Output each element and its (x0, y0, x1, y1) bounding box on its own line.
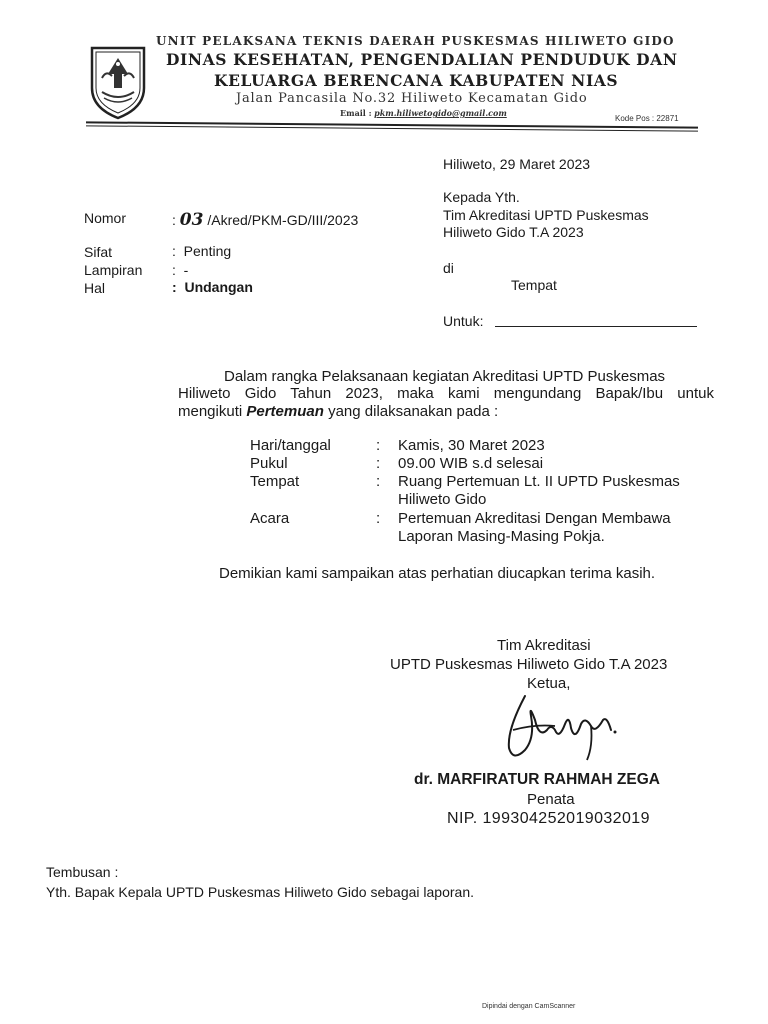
email-value: pkm.hiliwetogido@gmail.com (374, 108, 507, 118)
detail-colon: : (376, 510, 381, 527)
hal-value: : Undangan (172, 279, 253, 295)
nomor-handwritten: 03 (179, 210, 204, 230)
signatory-nip: NIP. 199304252019032019 (447, 810, 650, 827)
signature-org2: UPTD Puskesmas Hiliweto Gido T.A 2023 (390, 656, 668, 673)
sifat-label: Sifat (84, 244, 113, 260)
letterhead-agency: DINAS KESEHATAN, PENGENDALIAN PENDUDUK DAN (166, 50, 678, 69)
untuk-blank-line (495, 326, 697, 327)
postal-code: Kode Pos : 22871 (615, 114, 679, 123)
handwritten-signature-icon (495, 690, 625, 768)
recipient-di: di (443, 260, 454, 276)
scanner-watermark: Dipindai dengan CamScanner (482, 1003, 576, 1010)
nomor-suffix: /Akred/PKM-GD/III/2023 (207, 212, 359, 228)
detail-colon: : (376, 437, 381, 454)
detail-colon: : (376, 455, 381, 472)
detail-value: Pertemuan Akreditasi Dengan Membawa (398, 510, 671, 527)
detail-label: Acara (250, 510, 290, 527)
detail-value: 09.00 WIB s.d selesai (398, 455, 544, 472)
signatory-rank: Penata (527, 791, 575, 808)
regency-logo-icon (86, 44, 150, 120)
lampiran-text: - (183, 262, 189, 278)
letterhead-address: Jalan Pancasila No.32 Hiliweto Kecamatan Gido (236, 91, 588, 106)
signature-role: Ketua, (527, 675, 571, 692)
cc-title: Tembusan : (46, 864, 119, 880)
signatory-name: dr. MARFIRATUR RAHMAH ZEGA (414, 771, 660, 788)
body-line3-emphasis: Pertemuan (246, 403, 324, 420)
letter-date: Hiliweto, 29 Maret 2023 (443, 156, 591, 172)
detail-colon: : (376, 473, 381, 490)
recipient-salutation: Kepada Yth. (443, 189, 520, 205)
body-line3-a: mengikuti (178, 403, 247, 420)
letterhead-unit: UNIT PELAKSANA TEKNIS DAERAH PUSKESMAS HILIWETO GIDO (156, 34, 675, 48)
closing-sentence: Demikian kami sampaikan atas perhatian diucapkan terima kasih. (219, 565, 656, 582)
recipient-line2: Hiliweto Gido T.A 2023 (443, 224, 584, 240)
recipient-line1: Tim Akreditasi UPTD Puskesmas (443, 207, 649, 223)
hal-label: Hal (84, 280, 106, 296)
letterhead-email (340, 108, 507, 118)
hal-text: Undangan (184, 279, 253, 295)
sifat-text: Penting (183, 243, 232, 259)
recipient-tempat: Tempat (511, 277, 557, 293)
email-label: Email : (340, 108, 372, 118)
body-line3 (178, 403, 498, 420)
letterhead-agency-2: KELUARGA BERENCANA KABUPATEN NIAS (214, 71, 619, 90)
body-line2: Hiliweto Gido Tahun 2023, maka kami mengundang Bapak/Ibu untuk (178, 385, 714, 402)
sifat-value: : Penting (172, 243, 232, 259)
untuk-label: Untuk: (443, 313, 484, 329)
lampiran-value: : - (172, 262, 189, 278)
detail-value-cont: Laporan Masing-Masing Pokja. (398, 528, 605, 545)
detail-label: Pukul (250, 455, 288, 472)
lampiran-label: Lampiran (84, 262, 143, 278)
detail-value: Ruang Pertemuan Lt. II UPTD Puskesmas (398, 473, 680, 490)
body-line1: Dalam rangka Pelaksanaan kegiatan Akreditasi UPTD Puskesmas (224, 368, 666, 385)
detail-label: Tempat (250, 473, 300, 490)
nomor-value: : 03 /Akred/PKM-GD/III/2023 (172, 210, 359, 230)
detail-value-cont: Hiliweto Gido (398, 491, 487, 508)
detail-label: Hari/tanggal (250, 437, 331, 454)
body-line3-c: yang dilaksanakan pada : (323, 403, 499, 420)
signature-org1: Tim Akreditasi (497, 637, 591, 654)
cc-line1: Yth. Bapak Kepala UPTD Puskesmas Hiliweto Gido sebagai laporan. (46, 884, 474, 900)
nomor-label: Nomor (84, 210, 127, 226)
detail-value: Kamis, 30 Maret 2023 (398, 437, 545, 454)
